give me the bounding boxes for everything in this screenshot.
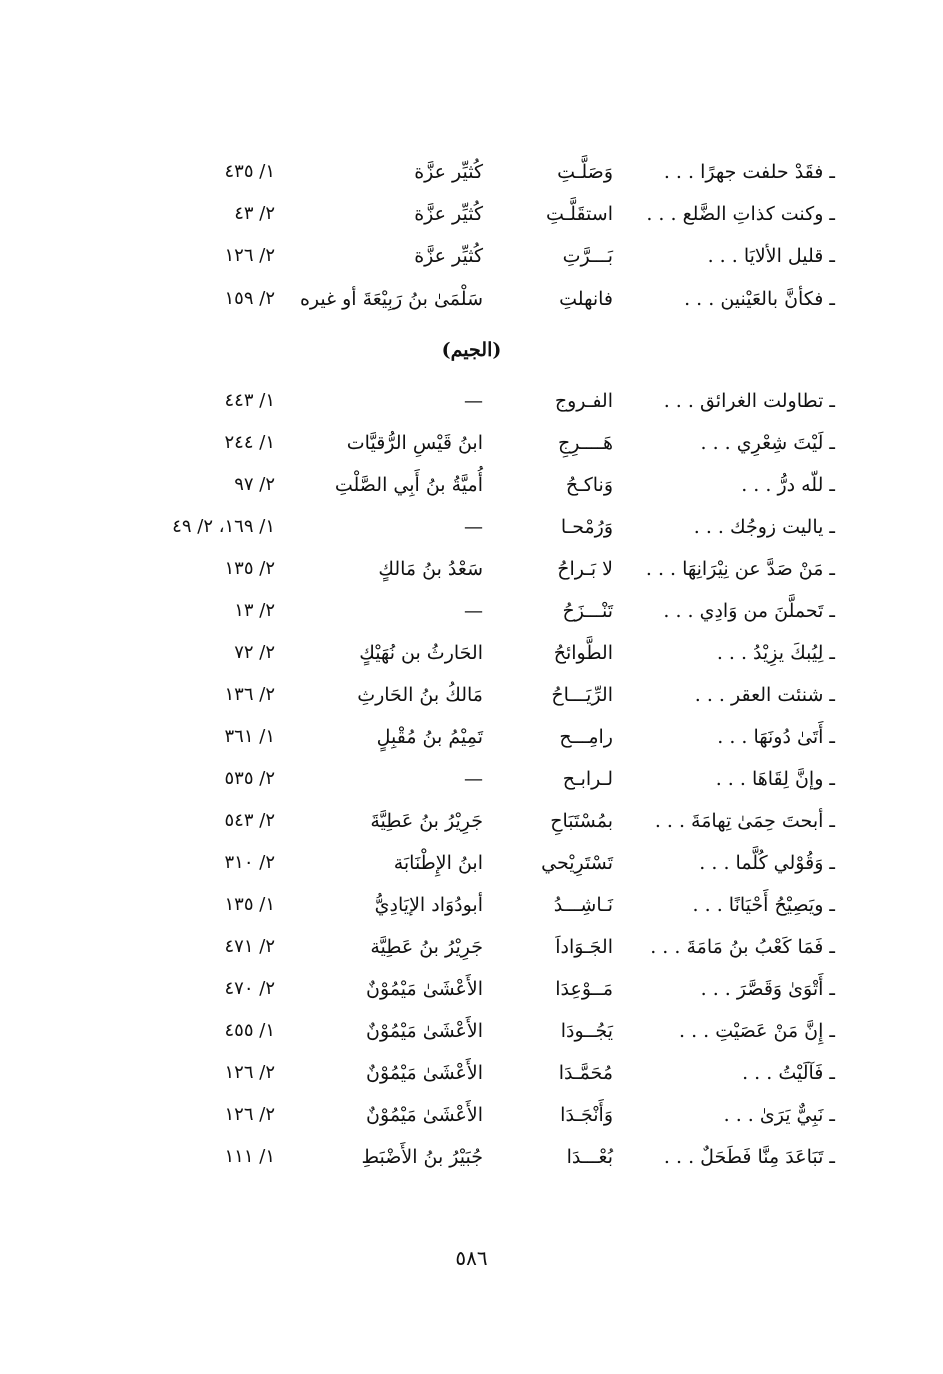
index-row [0,1011,943,1051]
poet-name: جَرِيْرُ بنُ عَطِيَّةَ [370,810,483,832]
index-row [0,717,943,757]
rhyme-word: وَناكـحُ [565,474,613,496]
index-row [0,801,943,841]
poet-name: — [464,768,483,790]
index-row [0,843,943,883]
poet-name: سَلْمَىٰ بنُ رَبِيْعَةَ أو غيره [299,288,483,310]
verse-opening: ـ نَبِيٌّ يَرَىٰ . . . [723,1104,835,1126]
poet-name: جَرِيْرُ بنُ عَطِيَّة [370,936,483,958]
page-reference: ٢/ ١٢٦ [224,245,275,266]
index-row [0,1095,943,1135]
page-reference: ٢/ ١٥٩ [224,288,275,309]
verse-opening: ـ وإنَّ لِقَاهَا . . . [715,768,835,790]
poet-name: جُبَيْرُ بنُ الأَضْبَطِ [361,1146,483,1168]
page-reference: ٢/ ٤٧٠ [224,978,275,999]
page-reference: ١/ ٤٥٥ [224,1020,275,1041]
page-reference: ٢/ ٩٧ [234,474,275,495]
rhyme-word: بَـــرَّتِ [562,245,613,267]
verse-opening: ـ وَقُوْلي كُلَّما . . . [699,852,835,874]
rhyme-word: فانهلتِ [559,288,613,310]
index-row [0,1053,943,1093]
page-reference: ٢/ ٤٧١ [224,936,275,957]
index-row [0,236,943,276]
verse-opening: ـ أبحتَ حِمَىٰ تِهامَةَ . . . [654,810,835,832]
verse-opening: ـ فقَدْ حلفت جهرًا . . . [663,161,835,183]
verse-opening: ـ ويَصِيْحُ أَحْيَانًا . . . [692,894,835,916]
rhyme-word: تَنْـــزَحُ [562,600,613,622]
rhyme-word: بمُسْتَبَاحِ [550,810,613,832]
verse-opening: ـ قليل الألايَا . . . [707,245,835,267]
index-row [0,423,943,463]
rhyme-word: بُعْـــدَا [566,1146,613,1168]
page-reference: ٢/ ٤٣ [234,203,275,224]
page-reference: ٢/ ١٣٥ [224,558,275,579]
index-row [0,279,943,319]
verse-opening: ـ فكأنَّ بالعَيْنين . . . [684,288,835,310]
verse-opening: ـ أَتَىٰ دُونَهَا . . . [717,726,835,748]
page-reference: ٢/ ٣١٠ [224,852,275,873]
poet-name: ابنُ قَيْسِ الرُّقيَّات [346,432,483,454]
rhyme-word: رامِـــح [559,726,613,748]
verse-opening: ـ فَمَا كَعْبُ بنُ مَامَةَ . . . [650,936,835,958]
rhyme-word: الجَـوَاداَ [555,936,613,958]
rhyme-word: لـرابـح [562,768,613,790]
index-row [0,507,943,547]
page-reference: ١/ ١٦٩، ٢/ ٤٩ [172,516,275,537]
poet-name: أُميَّةُ بنُ أَبِي الصَّلْتِ [334,474,483,496]
index-row [0,152,943,192]
rhyme-word: نَـاشِـــدُ [553,894,613,916]
index-row [0,381,943,421]
poet-name: كُثيِّر عزَّة [414,161,483,183]
rhyme-word: هَــــرِجِ [557,432,613,454]
index-row [0,633,943,673]
poet-name: أبودُوَاد الإيَادِيُّ [374,894,483,916]
page-reference: ١/ ١٣٥ [224,894,275,915]
page-reference: ٢/ ١٣٦ [224,684,275,705]
index-row [0,759,943,799]
page-reference: ٢/ ٥٣٥ [224,768,275,789]
index-row [0,969,943,1009]
rhyme-word: الطَّوائحُ [553,642,613,664]
rhyme-word: مَــوْعِدَا [555,978,613,1000]
index-row [0,591,943,631]
index-row [0,1137,943,1177]
verse-opening: ـ تطاولت الغرائق . . . [663,390,835,412]
verse-opening: ـ إِنَّ مَنْ عَصَيْتِ . . . [679,1020,835,1042]
poet-name: الأَعْشَىٰ مَيْمُوْنٌ [366,1020,483,1042]
poet-name: الأَعْشَىٰ مَيْمُوْنٌ [366,1062,483,1084]
page-number: ٥٨٦ [455,1246,488,1270]
poet-name: مَالكُ بنُ الحَارثِ [357,684,483,706]
rhyme-word: لا بَـراحُ [557,558,613,580]
rhyme-word: يَجُــودَا [560,1020,613,1042]
index-row [0,927,943,967]
index-row [0,465,943,505]
page-reference: ٢/ ٧٢ [234,642,275,663]
poet-name: كُثيِّر عزَّة [414,245,483,267]
page-reference: ٢/ ١٢٦ [224,1104,275,1125]
rhyme-word: تَسْتَرِيْحي [541,852,613,874]
index-row [0,675,943,715]
rhyme-word: وَصَلَّـتِ [557,161,613,183]
verse-opening: ـ تَحملَّنَ من وَادِي . . . [663,600,835,622]
rhyme-word: الرِّيَـــاحُ [551,684,613,706]
poet-name: تَمِيْمُ بنُ مُقْبِلٍ [376,726,483,748]
rhyme-word: الفـروج [554,390,613,412]
poet-name: الأَعْشَىٰ مَيْمُوْنٌ [366,1104,483,1126]
rhyme-word: وَأَنْجَـدَا [560,1104,613,1126]
verse-opening: ـ شنئت العقر . . . [694,684,835,706]
page-reference: ٢/ ١٣ [234,600,275,621]
verse-opening: ـ أَتْوَىٰ وَقَصَّرَ . . . [700,978,835,1000]
poet-name: — [464,516,483,538]
page-reference: ٢/ ١٢٦ [224,1062,275,1083]
poet-name: سَعْدُ بنُ مَالكٍ [378,558,483,580]
page-reference: ١/ ١١١ [224,1146,275,1167]
rhyme-word: استقَلَّـتِ [545,203,613,225]
poet-name: الحَارثُ بن نُهَيْكٍ [359,642,483,664]
verse-opening: ـ ياليت زوجُك . . . [693,516,835,538]
page-reference: ١/ ٤٣٥ [224,161,275,182]
verse-opening: ـ مَنْ صَدَّ عن نِيْرَانِهَا . . . [645,558,835,580]
page-reference: ١/ ٢٤٤ [224,432,275,453]
verse-opening: ـ للّه درُّ . . . [741,474,835,496]
poet-name: — [464,390,483,412]
verse-opening: ـ فَآلَيْتُ . . . [742,1062,835,1084]
index-row [0,194,943,234]
page-reference: ٢/ ٥٤٣ [224,810,275,831]
poet-name: كُثيِّر عزَّة [414,203,483,225]
verse-opening: ـ تَبَاعَدَ مِنَّا فَطَحَلٌ . . . [663,1146,835,1168]
section-heading: (الجيم) [441,339,502,361]
index-row [0,885,943,925]
rhyme-word: مُحَمَّـدَا [558,1062,613,1084]
page-reference: ١/ ٣٦١ [224,726,275,747]
poet-name: ابنُ الإِطْنَابَة [393,852,483,874]
verse-opening: ـ لَيْتَ شِعْرِي . . . [700,432,835,454]
rhyme-word: وَرُمْحـا [560,516,613,538]
poet-name: الأَعْشَىٰ مَيْمُوْنٌ [366,978,483,1000]
page-reference: ١/ ٤٤٣ [224,390,275,411]
index-row [0,549,943,589]
poet-name: — [464,600,483,622]
verse-opening: ـ وكنت كذاتِ الضَّلع . . . [646,203,835,225]
verse-opening: ـ لِيُبكَ يزِيْدُ . . . [716,642,835,664]
